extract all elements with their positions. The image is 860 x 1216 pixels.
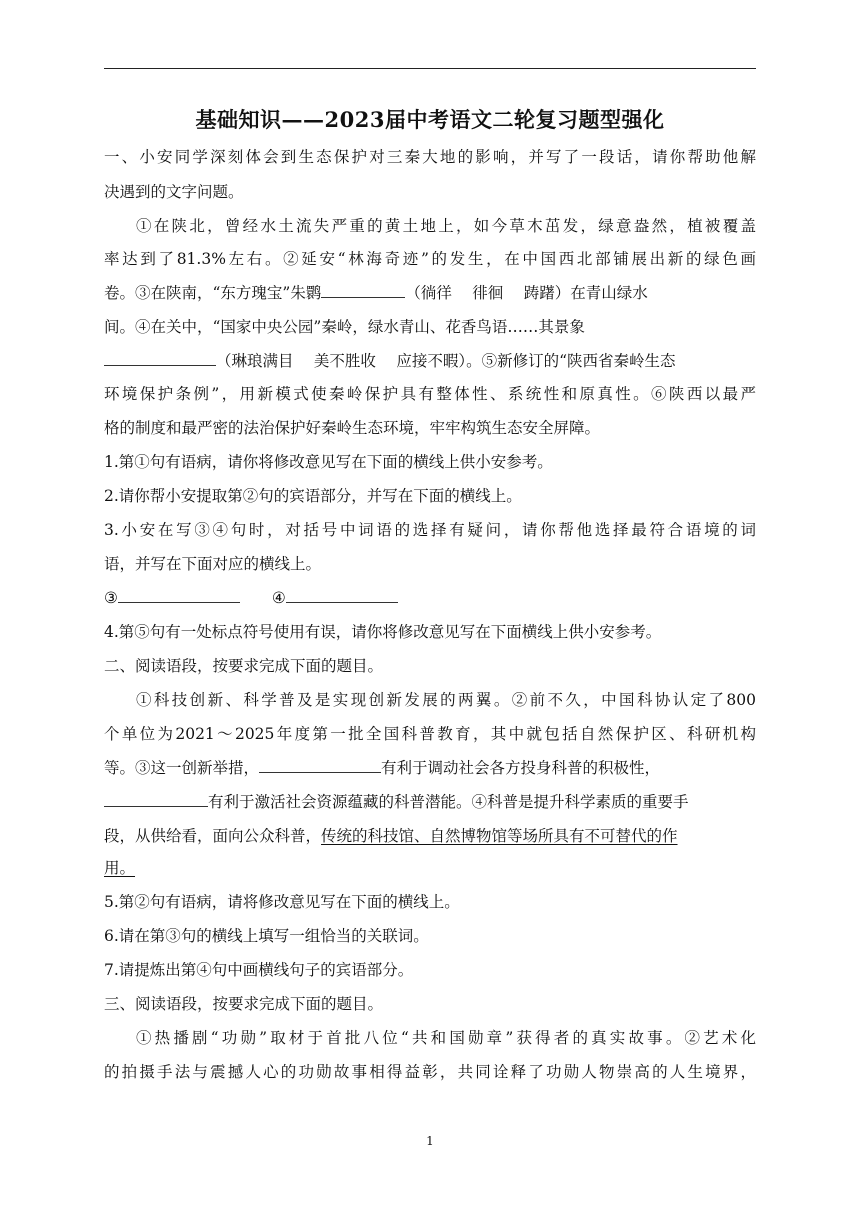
passage2-line4	[104, 790, 756, 814]
passage2-line6	[104, 856, 756, 880]
question-6: 6.请在第③句的横线上填写一组恰当的关联词。	[104, 927, 429, 945]
section1-heading-line2: 决遇到的文字问题。	[104, 183, 244, 201]
passage2-line1: ①科技创新、科学普及是实现创新发展的两翼。②前不久，中国科协认定了800	[136, 691, 756, 709]
passage2-line4-end: 有利于激活社会资源蕴藏的科普潜能。④科普是提升科学素质的重要手	[208, 793, 689, 811]
underlined-sentence-end: 用。	[104, 859, 136, 877]
header-rule	[104, 68, 756, 69]
passage1-line5	[104, 349, 756, 373]
question-2: 2.请你帮小安提取第②句的宾语部分，并写在下面的横线上。	[104, 487, 522, 505]
answer-line-3[interactable]	[118, 586, 240, 603]
question-4: 4.第⑤句有一处标点符号使用有误，请你将修改意见写在下面横线上供小安参考。	[104, 623, 662, 641]
passage3-line2: 的拍摄手法与震撼人心的功勋故事相得益彰，共同诠释了功勋人物崇高的人生境界，	[104, 1063, 756, 1081]
answer-blank-4[interactable]	[104, 349, 216, 366]
section2-heading: 二、阅读语段，按要求完成下面的题目。	[104, 657, 384, 675]
answer-label-4: ④	[271, 589, 286, 607]
page-title: 基础知识——2023届中考语文二轮复习题型强化	[195, 107, 665, 132]
answer-blank-conj-2[interactable]	[104, 790, 208, 807]
passage2-line5	[104, 824, 756, 848]
passage2-line3-end: 有利于调动社会各方投身科普的积极性，	[381, 759, 661, 777]
passage1-line4: 间。④在关中，“国家中央公园”秦岭，绿水青山、花香鸟语……其景象	[104, 318, 585, 336]
underlined-sentence: 传统的科技馆、自然博物馆等场所具有不可替代的作	[321, 827, 678, 845]
passage2-line3-start: 等。③这一创新举措，	[104, 759, 260, 777]
answer-line-4[interactable]	[286, 586, 398, 603]
question-3-line1: 3.小安在写③④句时，对括号中词语的选择有疑问，请你帮他选择最符合语境的词	[104, 521, 756, 539]
page-number: 1	[426, 1134, 434, 1148]
section1-heading-line1: 一、小安同学深刻体会到生态保护对三秦大地的影响，并写了一段话，请你帮助他解	[104, 148, 756, 166]
passage1-line7: 格的制度和最严密的法治保护好秦岭生态环境，牢牢构筑生态安全屏障。	[104, 419, 601, 437]
passage1-line1: ①在陕北，曾经水土流失严重的黄土地上，如今草木茁发，绿意盎然，植被覆盖	[136, 217, 756, 235]
answer-label-3: ③	[104, 589, 118, 607]
question-7: 7.请提炼出第④句中画横线句子的宾语部分。	[104, 961, 414, 979]
passage2-line3	[104, 756, 756, 780]
passage2-line5-start: 段，从供给看，面向公众科普，	[104, 827, 322, 845]
answer-blank-3[interactable]	[321, 281, 405, 298]
passage2-line2: 个单位为2021～2025年度第一批全国科普教育，其中就包括自然保护区、科研机构	[104, 725, 756, 743]
passage1-line2: 率达到了81.3%左右。②延安“林海奇迹”的发生，在中国西北部铺展出新的绿色画	[104, 250, 756, 268]
passage1-line3	[104, 281, 756, 305]
passage3-line1: ①热播剧“功勋”取材于首批八位“共和国勋章”获得者的真实故事。②艺术化	[136, 1029, 756, 1047]
passage1-line3-end: （徜徉 徘徊 踌躇）在青山绿水	[405, 284, 648, 302]
question-3-answers	[104, 586, 756, 610]
passage1-line3-start: 卷。③在陕南，“东方瑰宝”朱鹮	[104, 284, 322, 302]
passage1-line6: 环境保护条例”，用新模式使秦岭保护具有整体性、系统性和原真性。⑥陕西以最严	[104, 385, 756, 403]
question-3-line2: 语，并写在下面对应的横线上。	[104, 555, 322, 573]
section3-heading: 三、阅读语段，按要求完成下面的题目。	[104, 995, 384, 1013]
question-5: 5.第②句有语病，请将修改意见写在下面的横线上。	[104, 893, 460, 911]
question-1: 1.第①句有语病，请你将修改意见写在下面的横线上供小安参考。	[104, 453, 553, 471]
passage1-line5-end: （琳琅满目 美不胜收 应接不暇）。⑤新修订的“陕西省秦岭生态	[216, 352, 676, 370]
answer-blank-conj-1[interactable]	[259, 756, 381, 773]
